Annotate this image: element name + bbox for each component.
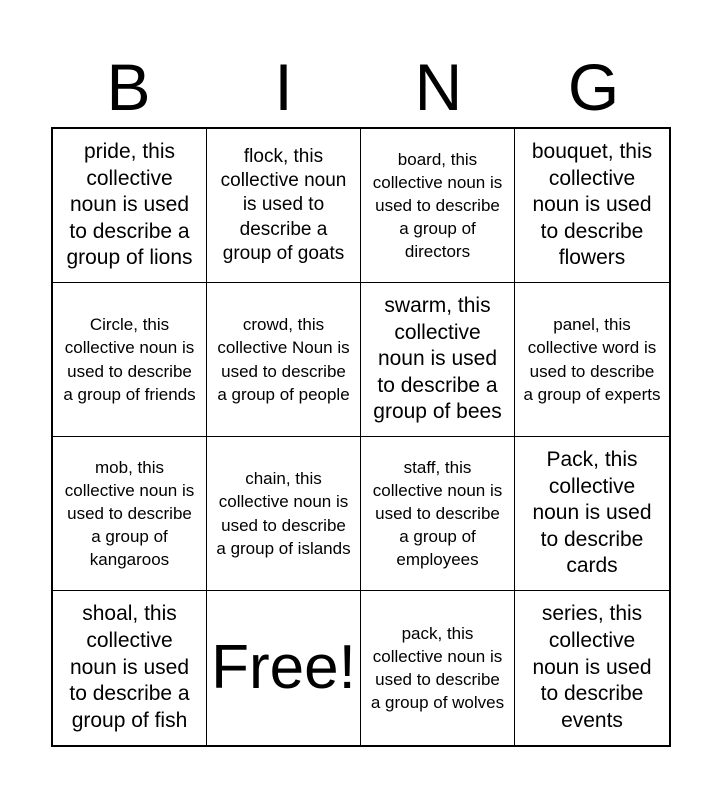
bingo-cell-r2c3[interactable]: swarm, this collective noun is used to describe a group of bees (361, 283, 515, 437)
bingo-cell-r1c1[interactable]: pride, this collective noun is used to describe a group of lions (53, 129, 207, 283)
bingo-cell-r3c3[interactable]: staff, this collective noun is used to describe a group of employees (361, 437, 515, 591)
bingo-cell-r4c1[interactable]: shoal, this collective noun is used to describe a group of fish (53, 591, 207, 745)
bingo-cell-r3c2[interactable]: chain, this collective noun is used to describe a group of islands (207, 437, 361, 591)
bingo-cell-r3c4[interactable]: Pack, this collective noun is used to describe cards (515, 437, 669, 591)
bingo-cell-r2c2[interactable]: crowd, this collective Noun is used to describe a group of people (207, 283, 361, 437)
bingo-cell-r3c1[interactable]: mob, this collective noun is used to describe a group of kangaroos (53, 437, 207, 591)
free-space-cell[interactable]: Free! (207, 591, 361, 745)
header-letter-n: N (414, 50, 463, 124)
bingo-grid (51, 127, 671, 747)
header-letter-g: G (567, 50, 620, 124)
bingo-cell-r4c4[interactable]: series, this collective noun is used to describe events (532, 602, 652, 732)
bingo-cell-r2c4[interactable]: panel, this collective word is used to describe a group of experts (515, 283, 669, 437)
bingo-cell-r1c4[interactable]: bouquet, this collective noun is used to describe flowers (515, 129, 669, 283)
bingo-cell-r2c1[interactable]: Circle, this collective noun is used to describe a group of friends (53, 283, 207, 437)
header-letter-i: I (274, 50, 293, 124)
bingo-cell-r4c3[interactable]: pack, this collective noun is used to describe a group of wolves (361, 591, 515, 745)
header-letter-b: B (106, 50, 151, 124)
bingo-header (51, 48, 671, 126)
bingo-cell-r1c3[interactable]: board, this collective noun is used to describe a group of directors (361, 129, 515, 283)
bingo-cell-r1c2[interactable]: flock, this collective noun is used to describe a group of goats (207, 129, 361, 283)
